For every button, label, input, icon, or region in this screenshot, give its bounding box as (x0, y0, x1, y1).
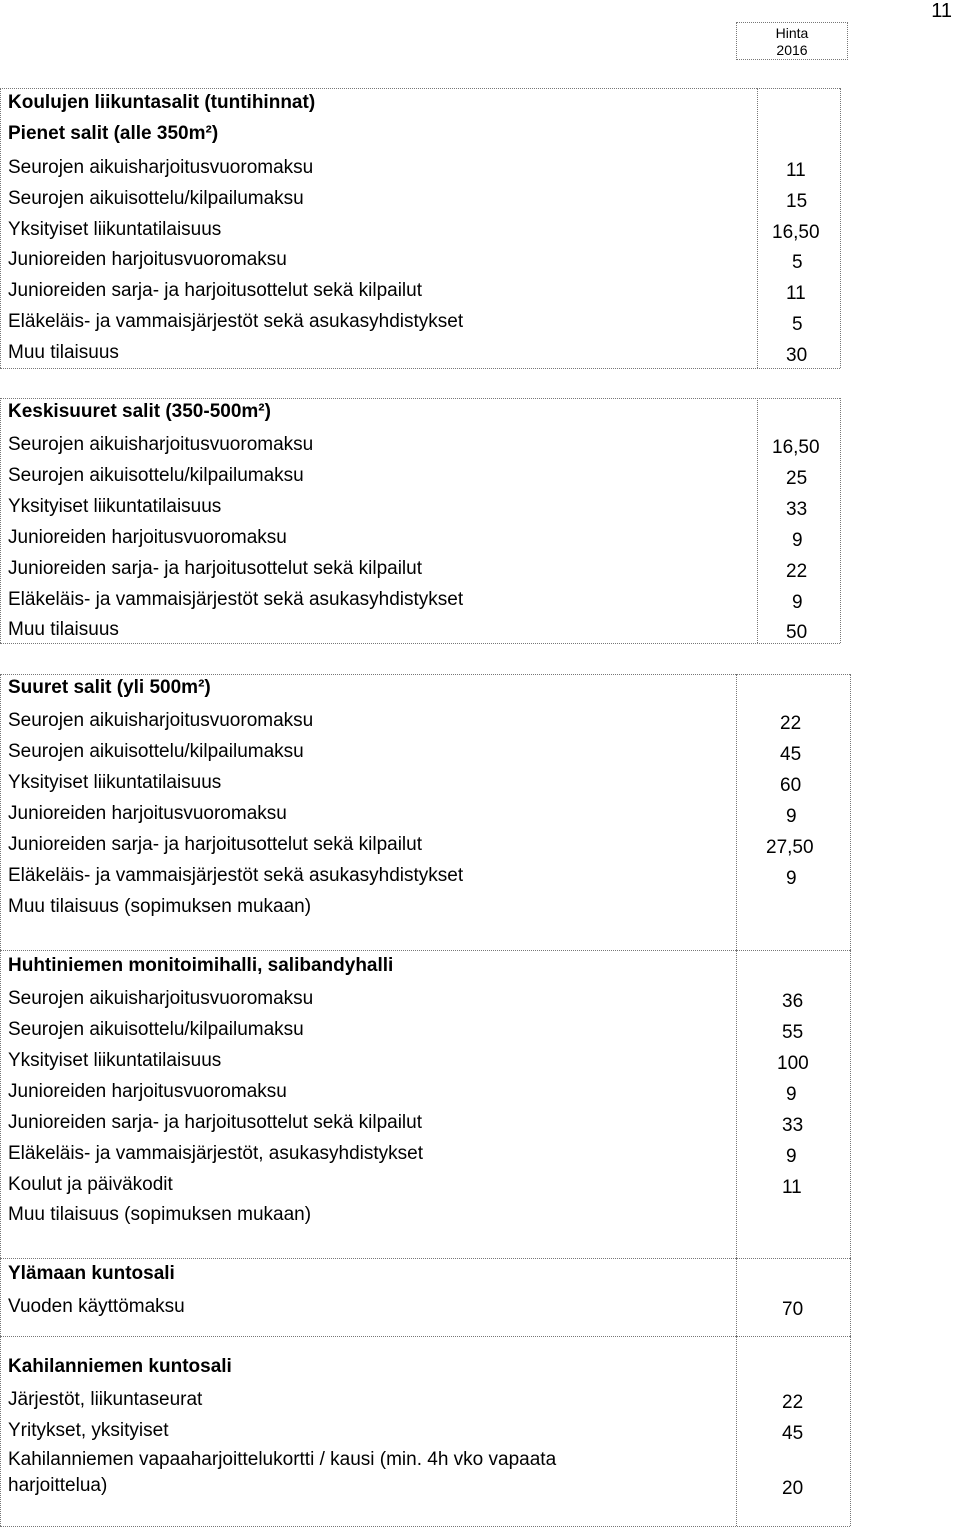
row-label: Yksityiset liikuntatilaisuus (8, 496, 222, 517)
row-label: Seurojen aikuisharjoitusvuoromaksu (8, 157, 314, 178)
row-label: Seurojen aikuisharjoitusvuoromaksu (8, 710, 314, 731)
row-price: 9 (786, 1146, 797, 1167)
row-label: Seurojen aikuisharjoitusvuoromaksu (8, 988, 314, 1009)
row-label: Junioreiden sarja- ja harjoitusottelut sekä kilpailut (8, 280, 423, 301)
section-title: Koulujen liikuntasalit (tuntihinnat) (8, 92, 316, 113)
row-price: 36 (782, 991, 804, 1012)
row-price: 9 (792, 530, 803, 551)
row-label: Eläkeläis- ja vammaisjärjestöt sekä asukasyhdistykset (8, 589, 464, 610)
row-label: Muu tilaisuus (sopimuksen mukaan) (8, 1204, 312, 1225)
table-row (0, 524, 850, 555)
row-label: Kahilanniemen vapaaharjoittelukortti / kausi (min. 4h vko vapaata (8, 1449, 557, 1470)
table-row (0, 555, 850, 586)
row-label: Seurojen aikuisottelu/kilpailumaksu (8, 1019, 304, 1040)
table-row (0, 462, 850, 493)
row-label: Koulut ja päiväkodit (8, 1174, 173, 1195)
section-subtitle: Pienet salit (alle 350m²) (8, 123, 219, 144)
row-price: 60 (780, 775, 802, 796)
row-label: Junioreiden harjoitusvuoromaksu (8, 527, 287, 548)
row-label: Eläkeläis- ja vammaisjärjestöt sekä asukasyhdistykset (8, 311, 464, 332)
row-label: Yksityiset liikuntatilaisuus (8, 772, 222, 793)
table-row (0, 586, 850, 617)
table-row (0, 493, 850, 524)
row-price: 50 (786, 622, 808, 643)
row-price: 9 (792, 592, 803, 613)
row-price: 9 (786, 806, 797, 827)
row-price: 70 (782, 1299, 804, 1320)
table-row (0, 216, 850, 247)
row-label: Seurojen aikuisottelu/kilpailumaksu (8, 465, 304, 486)
section-title: Suuret salit (yli 500m²) (8, 677, 211, 698)
table-row (0, 1417, 850, 1448)
row-label: Seurojen aikuisharjoitusvuoromaksu (8, 434, 314, 455)
table-row (0, 1201, 850, 1232)
table-row (0, 831, 850, 862)
table-row (0, 1386, 850, 1417)
table-row (0, 1140, 850, 1171)
row-label: Muu tilaisuus (8, 619, 119, 640)
row-price: 27,50 (766, 837, 814, 858)
row-label: Junioreiden harjoitusvuoromaksu (8, 803, 287, 824)
row-price: 22 (780, 713, 802, 734)
row-label: Junioreiden sarja- ja harjoitusottelut sekä kilpailut (8, 1112, 423, 1133)
row-label: Eläkeläis- ja vammaisjärjestöt, asukasyhdistykset (8, 1143, 423, 1164)
table-row (0, 339, 850, 370)
row-price: 11 (786, 283, 806, 304)
table-row (0, 246, 850, 277)
row-price: 11 (786, 160, 806, 181)
row-label: Yritykset, yksityiset (8, 1420, 169, 1441)
row-label: Muu tilaisuus (sopimuksen mukaan) (8, 896, 312, 917)
row-label: Yksityiset liikuntatilaisuus (8, 219, 222, 240)
row-label: Muu tilaisuus (8, 342, 119, 363)
row-price: 9 (786, 868, 797, 889)
price-header-line1: Hinta (775, 25, 809, 41)
row-label: Junioreiden sarja- ja harjoitusottelut sekä kilpailut (8, 834, 423, 855)
table-row (0, 738, 850, 769)
row-price: 20 (782, 1478, 804, 1499)
row-price: 25 (786, 468, 808, 489)
row-label: harjoittelua) (8, 1475, 108, 1496)
row-label: Seurojen aikuisottelu/kilpailumaksu (8, 741, 304, 762)
table-row (0, 769, 850, 800)
row-price: 15 (786, 191, 808, 212)
table-row (0, 1047, 850, 1078)
row-label: Järjestöt, liikuntaseurat (8, 1389, 203, 1410)
row-label: Junioreiden harjoitusvuoromaksu (8, 1081, 287, 1102)
row-label: Yksityiset liikuntatilaisuus (8, 1050, 222, 1071)
section-title: Huhtiniemen monitoimihalli, salibandyhalli (8, 955, 394, 976)
row-price: 22 (786, 561, 808, 582)
table-row (0, 185, 850, 216)
table-row (0, 862, 850, 893)
section-title: Keskisuuret salit (350-500m²) (8, 401, 271, 422)
table-row (0, 707, 850, 738)
row-price: 45 (780, 744, 802, 765)
table-row (0, 1078, 850, 1109)
row-price: 33 (786, 499, 808, 520)
table-row (0, 154, 850, 185)
row-price: 100 (777, 1053, 809, 1074)
table-row (0, 893, 850, 924)
row-price: 5 (792, 252, 803, 273)
row-label: Seurojen aikuisottelu/kilpailumaksu (8, 188, 304, 209)
row-price: 11 (782, 1177, 802, 1198)
row-price: 16,50 (772, 222, 820, 243)
table-row (0, 431, 850, 462)
row-price: 55 (782, 1022, 804, 1043)
table-row (0, 1293, 850, 1324)
row-price: 45 (782, 1423, 804, 1444)
table-row (0, 1472, 850, 1503)
row-label: Junioreiden harjoitusvuoromaksu (8, 249, 287, 270)
price-header-line2: 2016 (776, 42, 808, 58)
section-title: Kahilanniemen kuntosali (8, 1356, 232, 1377)
table-row (0, 1016, 850, 1047)
price-column-header (736, 22, 848, 60)
table-row (0, 1171, 850, 1202)
table-row (0, 985, 850, 1016)
table-row (0, 277, 850, 308)
table-row (0, 308, 850, 339)
row-price: 16,50 (772, 437, 820, 458)
row-label: Junioreiden sarja- ja harjoitusottelut sekä kilpailut (8, 558, 423, 579)
row-label: Eläkeläis- ja vammaisjärjestöt sekä asukasyhdistykset (8, 865, 464, 886)
row-price: 33 (782, 1115, 804, 1136)
table-row (0, 1109, 850, 1140)
row-price: 22 (782, 1392, 804, 1413)
page-number: 11 (931, 0, 952, 22)
row-price: 30 (786, 345, 808, 366)
row-price: 5 (792, 314, 803, 335)
row-price: 9 (786, 1084, 797, 1105)
table-row (0, 800, 850, 831)
row-label: Vuoden käyttömaksu (8, 1296, 185, 1317)
section-title: Ylämaan kuntosali (8, 1263, 175, 1284)
